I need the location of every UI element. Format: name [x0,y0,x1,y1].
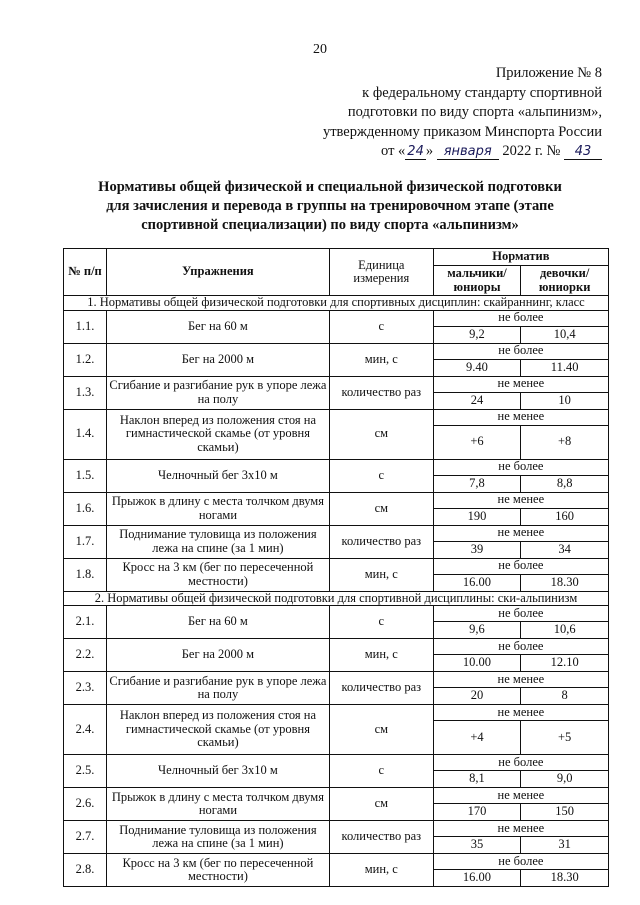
row-number: 2.4. [64,705,107,755]
title-line-2: для зачисления и перевода в группы на тренировочном этапе (этапе [106,198,554,214]
limit-label: не более [433,606,608,622]
exercise-name: Бег на 2000 м [106,639,329,672]
boys-value: +6 [433,425,521,459]
girls-value: 10,6 [521,622,609,639]
norms-table [63,248,609,887]
section-header-row [64,296,609,311]
unit-of-measure: мин, с [329,343,433,376]
exercise-name: Поднимание туловища из положения лежа на спине (за 1 мин) [106,525,329,558]
unit-of-measure: с [329,606,433,639]
row-number: 1.1. [64,310,107,343]
boys-value: 9,2 [433,326,521,343]
row-number: 1.5. [64,459,107,492]
girls-value: 8,8 [521,475,609,492]
header-exercise: Упражнения [106,249,329,296]
unit-of-measure: количество раз [329,672,433,705]
limit-label: не менее [433,821,608,837]
boys-value: 16.00 [433,574,521,591]
unit-of-measure: мин, с [329,558,433,591]
limit-label: не более [433,755,608,771]
row-number: 2.7. [64,821,107,854]
row-number: 1.4. [64,409,107,459]
exercise-name: Наклон вперед из положения стоя на гимнастической скамье (от уровня скамьи) [106,705,329,755]
table-row [64,854,609,870]
unit-of-measure: с [329,310,433,343]
handwritten-day: 24 [407,144,424,159]
exercise-name: Кросс на 3 км (бег по пересеченной местности) [106,558,329,591]
table-row [64,705,609,721]
unit-of-measure: количество раз [329,376,433,409]
limit-label: не более [433,343,608,359]
limit-label: не менее [433,788,608,804]
row-number: 2.1. [64,606,107,639]
table-row [64,492,609,508]
limit-label: не менее [433,376,608,392]
limit-label: не менее [433,705,608,721]
girls-value: 10 [521,392,609,409]
handwritten-order-number: 43 [564,144,602,160]
row-number: 1.6. [64,492,107,525]
girls-value: 9,0 [521,771,609,788]
unit-of-measure: с [329,459,433,492]
header-boys: мальчики/ юниоры [433,266,521,296]
girls-value: 18.30 [521,574,609,591]
row-number: 2.3. [64,672,107,705]
boys-value: 170 [433,804,521,821]
exercise-name: Челночный бег 3x10 м [106,459,329,492]
boys-value: 16.00 [433,870,521,887]
header-norm: Норматив [433,249,608,266]
row-number: 2.2. [64,639,107,672]
unit-of-measure: с [329,755,433,788]
unit-of-measure: см [329,705,433,755]
boys-value: 24 [433,392,521,409]
table-row [64,606,609,622]
date-prefix: от « [381,143,406,159]
table-row [64,310,609,326]
table-row [64,343,609,359]
limit-label: не менее [433,672,608,688]
boys-value: 20 [433,688,521,705]
exercise-name: Челночный бег 3x10 м [106,755,329,788]
unit-of-measure: см [329,492,433,525]
unit-of-measure: см [329,788,433,821]
unit-of-measure: мин, с [329,639,433,672]
row-number: 1.7. [64,525,107,558]
unit-of-measure: см [329,409,433,459]
appendix-line-2: к федеральному стандарту спортивной [362,84,602,101]
table-row [64,639,609,655]
girls-value: 10,4 [521,326,609,343]
title-line-3: спортивной специализации) по виду спорта «альпинизм» [141,217,519,233]
table-row [64,409,609,425]
boys-value: 7,8 [433,475,521,492]
row-number: 2.8. [64,854,107,887]
row-number: 2.5. [64,755,107,788]
girls-value: +8 [521,425,609,459]
girls-value: 34 [521,541,609,558]
boys-value: 35 [433,837,521,854]
limit-label: не более [433,854,608,870]
table-row [64,821,609,837]
girls-value: 160 [521,508,609,525]
row-number: 1.3. [64,376,107,409]
row-number: 1.8. [64,558,107,591]
appendix-date-line [302,142,602,162]
exercise-name: Сгибание и разгибание рук в упоре лежа на полу [106,672,329,705]
boys-value: 190 [433,508,521,525]
section-title: 2. Нормативы общей физической подготовки для спортивной дисциплины: ски-альпинизм [64,591,609,606]
limit-label: не более [433,459,608,475]
section-header-row [64,591,609,606]
unit-of-measure: количество раз [329,525,433,558]
girls-value: 150 [521,804,609,821]
exercise-name: Прыжок в длину с места толчком двумя ногами [106,492,329,525]
limit-label: не более [433,639,608,655]
table-row [64,525,609,541]
unit-of-measure: мин, с [329,854,433,887]
boys-value: 10.00 [433,655,521,672]
limit-label: не менее [433,525,608,541]
table-row [64,459,609,475]
limit-label: не более [433,558,608,574]
row-number: 2.6. [64,788,107,821]
appendix-block [302,64,602,162]
girls-value: 12.10 [521,655,609,672]
title-line-1: Нормативы общей физической и специальной физической подготовки [98,179,562,195]
girls-value: 18.30 [521,870,609,887]
handwritten-month: января [437,144,499,160]
table-row [64,788,609,804]
document-title [60,178,600,235]
girls-value: 8 [521,688,609,705]
exercise-name: Сгибание и разгибание рук в упоре лежа на полу [106,376,329,409]
boys-value: 8,1 [433,771,521,788]
exercise-name: Бег на 2000 м [106,343,329,376]
exercise-name: Бег на 60 м [106,606,329,639]
header-num: № п/п [64,249,107,296]
table-row [64,558,609,574]
exercise-name: Поднимание туловища из положения лежа на спине (за 1 мин) [106,821,329,854]
exercise-name: Кросс на 3 км (бег по пересеченной местности) [106,854,329,887]
limit-label: не более [433,310,608,326]
table-row [64,376,609,392]
boys-value: +4 [433,721,521,755]
table-row [64,755,609,771]
exercise-name: Бег на 60 м [106,310,329,343]
appendix-line-4: утвержденному приказом Минспорта России [322,123,602,140]
girls-value: 31 [521,837,609,854]
appendix-line-1: Приложение № 8 [495,65,602,81]
page-number: 20 [313,42,327,57]
boys-value: 9,6 [433,622,521,639]
appendix-line-3: подготовки по виду спорта «альпинизм», [347,104,602,120]
limit-label: не менее [433,492,608,508]
header-girls: девочки/ юниорки [521,266,609,296]
girls-value: 11.40 [521,359,609,376]
table-row [64,672,609,688]
table-body [64,296,609,887]
row-number: 1.2. [64,343,107,376]
header-unit: Единица измерения [329,249,433,296]
exercise-name: Наклон вперед из положения стоя на гимнастической скамье (от уровня скамьи) [106,409,329,459]
unit-of-measure: количество раз [329,821,433,854]
date-mid: » [425,143,434,159]
limit-label: не менее [433,409,608,425]
section-title: 1. Нормативы общей физической подготовки для спортивных дисциплин: скайраннинг, класс [64,296,609,311]
boys-value: 39 [433,541,521,558]
boys-value: 9.40 [433,359,521,376]
date-year: 2022 г. № [502,143,561,159]
exercise-name: Прыжок в длину с места толчком двумя ногами [106,788,329,821]
girls-value: +5 [521,721,609,755]
